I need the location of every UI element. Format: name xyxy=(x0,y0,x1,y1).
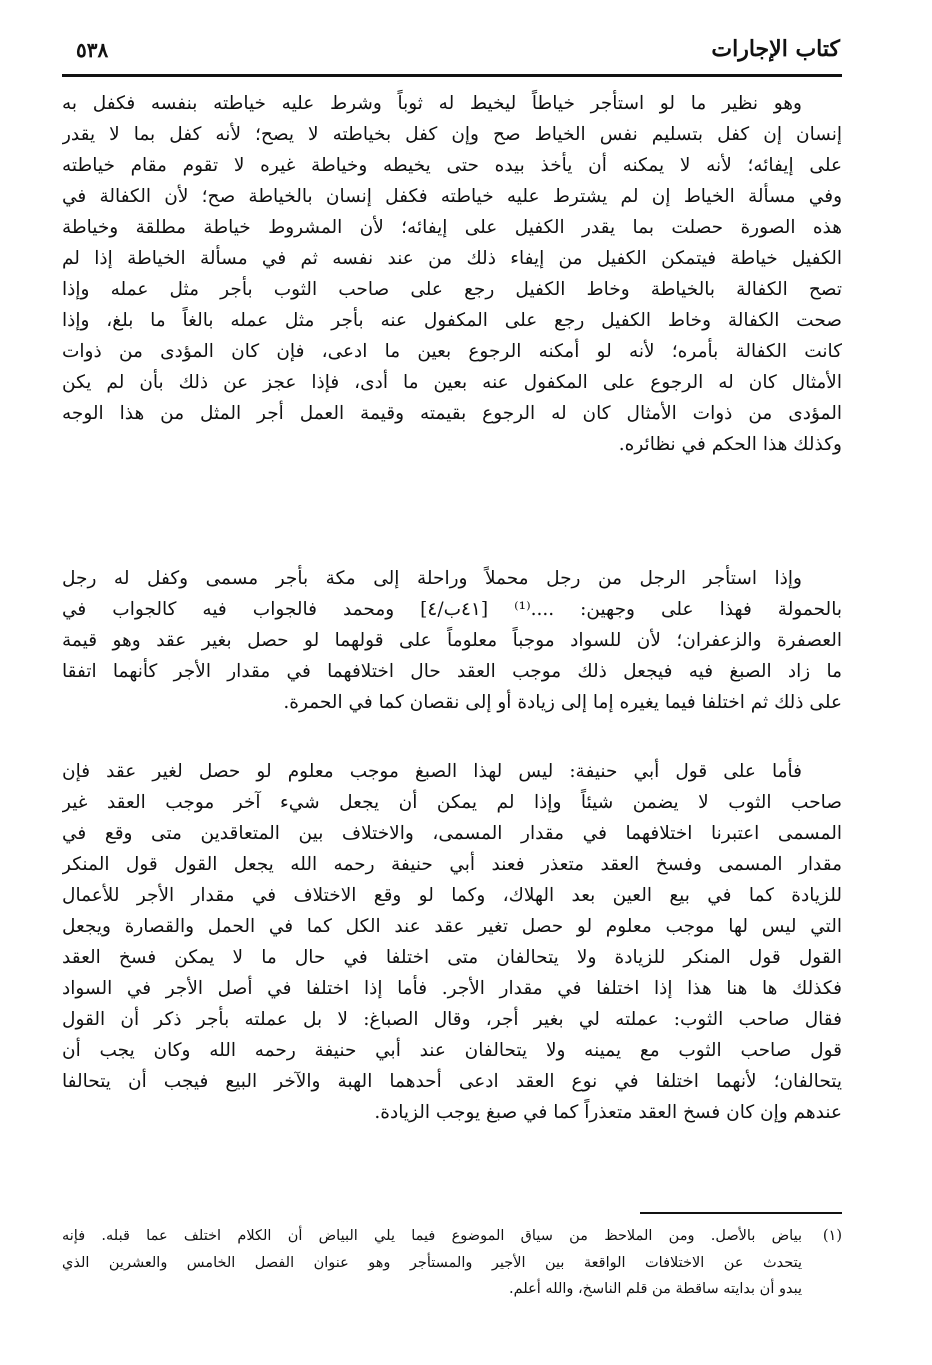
text-line: فأما على قول أبي حنيفة: ليس لهذا الصبغ موجب معلوم لو حصل لغير عقد فإن xyxy=(62,761,802,782)
text-line: هذه الصورة حصلت بما يقدر الكفيل على إيفائه؛ لأن المشروط خياطة مطلقة وخياطة xyxy=(62,217,842,238)
footnote-line: يبدو أن بدايته ساقطة من قلم الناسخ، والله أعلم. xyxy=(509,1281,802,1297)
text-line: وإذا استأجر الرجل من رجل محملاً وراحلة إلى مكة بأجر مسمى وكفل له رجل xyxy=(62,568,802,589)
paragraph-3 xyxy=(62,756,842,1128)
text-line: القول قول المنكر للزيادة ولا يتحالفان متى اختلفا في حال ما لا يمكن فسخ العقد xyxy=(62,947,842,968)
text-line: الأمثال كان له الرجوع على المكفول عنه بعين ما أدى، فإذا عجز عن ذلك بأن لم يكن xyxy=(62,372,842,393)
paragraph-1 xyxy=(62,88,842,460)
book-title: كتاب الإجارات xyxy=(711,36,840,62)
text-line: كانت الكفالة بأمره؛ لأنه لو أمكنه الرجوع بعين ما ادعى، فإن كان المؤدى من ذوات xyxy=(62,341,842,362)
footnote xyxy=(62,1223,842,1303)
footnote-line xyxy=(62,1223,842,1250)
text-line: المؤدى من ذوات الأمثال كان له الرجوع بقيمته وقيمة العمل أجر المثل من هذا الوجه xyxy=(62,403,842,424)
text-line: صحت الكفالة وخاط الكفيل رجع على المكفول عنه بأجر مثل عمله بالغاً ما بلغ، وإذا xyxy=(62,310,842,331)
text-line: على إيفائه؛ لأنه لا يمكنه أن يأخذ بيده حتى يخيطه وخياطة غيره لا تقوم مقام خياطته xyxy=(62,155,842,176)
text-line: المسمى اعتبرنا اختلافهما في مقدار المسمى، والاختلاف بين المتعاقدين متى وقع في xyxy=(62,823,842,844)
text-line: وهو نظير ما لو استأجر خياطاً ليخيط له ثوباً وشرط عليه خياطته بنفسه فكفل به xyxy=(62,93,802,114)
text-line: الكفيل خياطة فيتمكن الكفيل من إيفاء ذلك من عند نفسه ثم في مسألة الخياطة إذا لم xyxy=(62,248,842,269)
text-line: العصفرة والزعفران؛ لأن للسواد موجباً معلوماً على قولهما لو حصل بغير عقد وهو قيمة xyxy=(62,630,842,651)
text-line: إنسان إن كفل بتسليم نفس الخياط صح وإن كفل بخياطته لا يصح؛ لأنه كفل بما لا يقدر xyxy=(62,124,842,145)
text-line: فكذلك ها هنا هذا إذا اختلفا في مقدار الأجر. فأما إذا اختلفا في أصل الأجر في السواد xyxy=(62,978,842,999)
footnote-rule xyxy=(640,1212,842,1214)
text-line: مقدار المسمى وفسخ العقد متعذر فعند أبي حنيفة رحمه الله يجعل القول قول المنكر xyxy=(62,854,842,875)
header-rule xyxy=(62,74,842,77)
text-line: بالحمولة فهذا على وجهين: ....⁽¹⁾ [٤١ب/٤] ومحمد فالجواب فيه كالجواب في xyxy=(62,599,842,620)
text-line: التي ليس لها موجب معلوم لو حصل تغير عقد عند الكل كما في الحمل والقصارة ويجعل xyxy=(62,916,842,937)
text-line: على ذلك ثم اختلفا فيما يغيره إما إلى زيادة أو إلى نقصان كما في الحمرة. xyxy=(283,692,842,713)
text-line: وكذلك هذا الحكم في نظائره. xyxy=(618,434,842,455)
footnote-line: يتحدث عن الاختلافات الواقعة بين الأجير والمستأجر وهو عنوان الفصل الخامس والعشرين الذي xyxy=(62,1254,802,1271)
text-line: فقال صاحب الثوب: عملته لي بغير أجر، وقال الصباغ: لا بل عملته بأجر ذكر أن القول xyxy=(62,1009,842,1030)
footnote-number: (١) xyxy=(822,1228,842,1244)
text-line: عندهم وإن كان فسخ العقد متعذراً كما في صبغ يوجب الزيادة. xyxy=(374,1102,842,1123)
text-line: ما زاد الصبغ فيه فيجعل ذلك موجب العقد حال اختلافهما في مقدار الأجر كأنهما اتفقا xyxy=(62,661,842,682)
text-line: قول صاحب الثوب مع يمينه ولا يتحالفان عند أبي حنيفة رحمه الله وكان يجب أن xyxy=(62,1040,842,1061)
text-line: وفي مسألة الخياط إن لم يشترط عليه خياطته فكفل إنسان بالخياطة صح؛ لأن الكفالة في xyxy=(62,186,842,207)
text-line: يتحالفان؛ لأنهما اختلفا في نوع العقد ادعى أحدهما الهبة والآخر البيع فيجب أن يتحالفا xyxy=(62,1071,842,1092)
footnote-text: بياض بالأصل. ومن الملاحظ من سياق الموضوع فيما يلي البياض أن الكلام اختلف عما قبله. فإنه xyxy=(62,1228,802,1244)
text-line: للزيادة كما في بيع العين بعد الهلاك، وكما لو وقع الاختلاف في مقدار الأجر للأعمال xyxy=(62,885,842,906)
text-line: تصح الكفالة بالخياطة وخاط الكفيل رجع على صاحب الثوب بأجر مثل عمله وإذا xyxy=(62,279,842,300)
text-line: صاحب الثوب لا يضمن شيئاً وإذا لم يمكن أن يجعل شيء آخر موجب العقد غير xyxy=(62,792,842,813)
page-number: ٥٣٨ xyxy=(76,38,109,62)
paragraph-2 xyxy=(62,563,842,718)
